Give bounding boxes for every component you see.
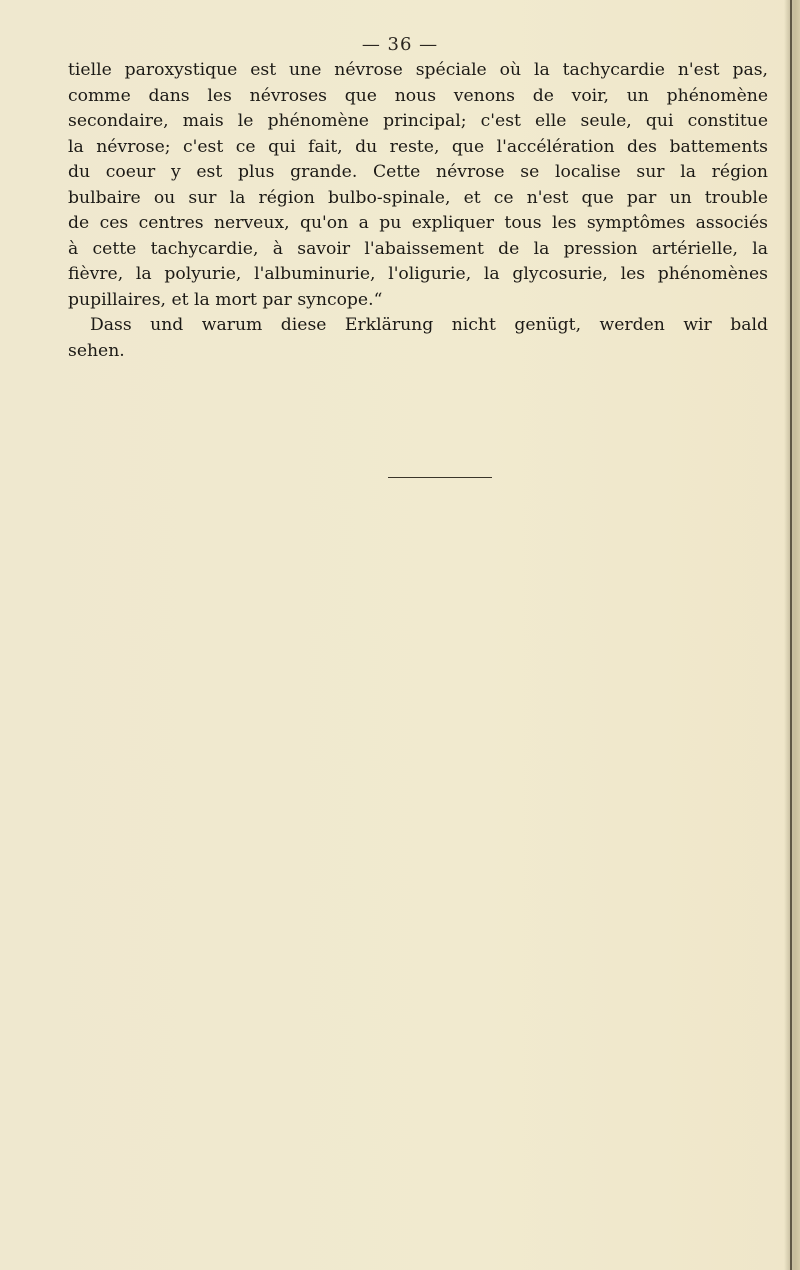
section-divider-rule: [388, 477, 492, 478]
text-line: à cette tachycardie, à savoir l'abaissement de la pression artérielle, la: [68, 238, 768, 259]
page-edge-line: [790, 0, 792, 1270]
paragraph-start-line: Dass und warum diese Erklärung nicht genügt, werden wir bald: [90, 315, 768, 335]
text-line: la névrose; c'est ce qui fait, du reste, que l'accélération des battements: [68, 136, 768, 157]
text-line: bulbaire ou sur la région bulbo-spinale, et ce n'est que par un trouble: [68, 187, 768, 208]
text-line: du coeur y est plus grande. Cette névrose se localise sur la région: [68, 162, 768, 182]
text-line: de ces centres nerveux, qu'on a pu expliquer tous les symptômes associés: [68, 213, 768, 233]
body-text: [68, 58, 768, 364]
page-edge-shadow: [784, 0, 800, 1270]
text-line: secondaire, mais le phénomène principal; c'est elle seule, qui constitue: [68, 111, 768, 131]
text-line: fièvre, la polyurie, l'albuminurie, l'oligurie, la glycosurie, les phénomènes: [68, 264, 768, 284]
text-line: pupillaires, et la mort par syncope.“: [68, 289, 383, 310]
page-number: — 36 —: [361, 34, 439, 55]
text-line: tielle paroxystique est une névrose spéciale où la tachycardie n'est pas,: [68, 60, 768, 80]
text-line: sehen.: [68, 340, 125, 361]
text-line: comme dans les névroses que nous venons de voir, un phénomène: [68, 85, 768, 106]
